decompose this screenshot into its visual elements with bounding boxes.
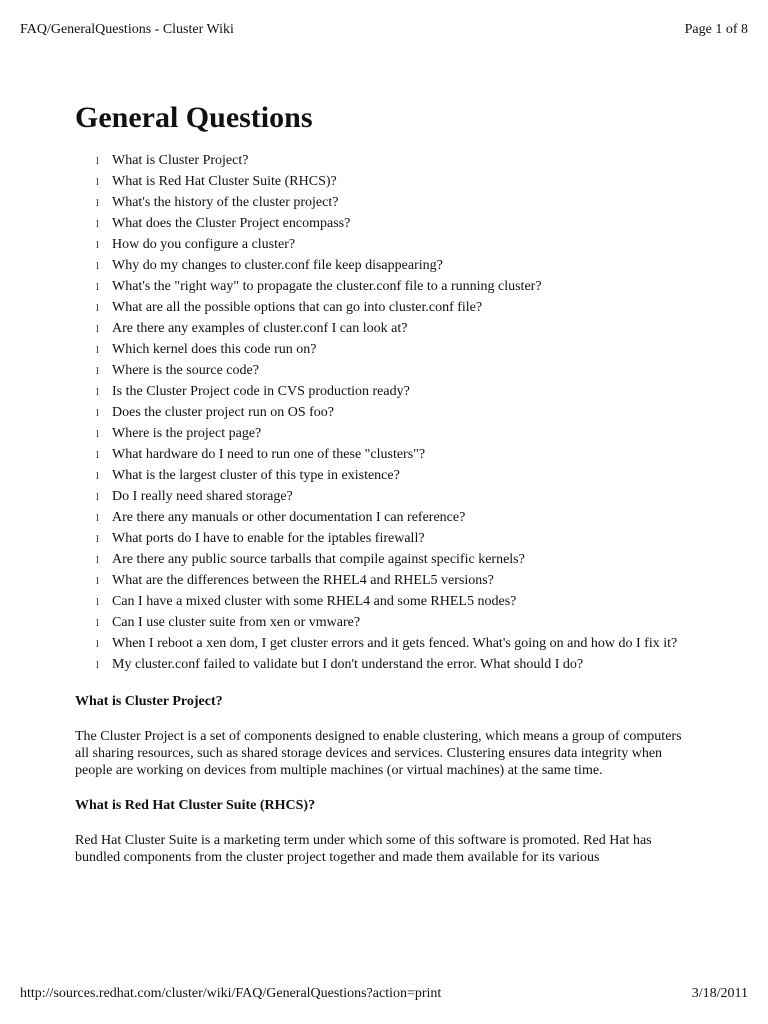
toc-link[interactable]: What is Red Hat Cluster Suite (RHCS)?: [112, 174, 337, 189]
section-body-rhcs: Red Hat Cluster Suite is a marketing term under which some of this software is promoted. Red Hat has bundled components from the cluster project together and made them available for its various: [75, 833, 652, 865]
toc-link[interactable]: When I reboot a xen dom, I get cluster errors and it gets fenced. What's going on and how do I fix it?: [112, 636, 678, 651]
toc-link[interactable]: What's the history of the cluster project?: [112, 195, 339, 210]
toc-item: [75, 654, 687, 675]
bullet-icon: l: [96, 198, 99, 209]
toc-link[interactable]: Is the Cluster Project code in CVS production ready?: [112, 384, 410, 399]
section-heading-rhcs: What is Red Hat Cluster Suite (RHCS)?: [75, 798, 316, 813]
toc-item: [75, 318, 687, 339]
bullet-icon: l: [96, 450, 99, 461]
toc-link[interactable]: Can I use cluster suite from xen or vmware?: [112, 615, 361, 630]
toc-link[interactable]: What is Cluster Project?: [112, 153, 249, 168]
toc-link[interactable]: What are the differences between the RHEL4 and RHEL5 versions?: [112, 573, 494, 588]
bullet-icon: l: [96, 429, 99, 440]
bullet-icon: l: [96, 324, 99, 335]
toc-item: [75, 528, 687, 549]
toc-item: [75, 402, 687, 423]
bullet-icon: l: [96, 261, 99, 272]
bullet-icon: l: [96, 156, 99, 167]
toc-item: [75, 444, 687, 465]
toc-link[interactable]: What's the "right way" to propagate the cluster.conf file to a running cluster?: [112, 279, 542, 294]
toc-item: [75, 570, 687, 591]
toc-link[interactable]: Why do my changes to cluster.conf file keep disappearing?: [112, 258, 443, 273]
bullet-icon: l: [96, 240, 99, 251]
table-of-contents: [75, 150, 687, 675]
bullet-icon: l: [96, 618, 99, 629]
page-header: [20, 20, 748, 40]
toc-link[interactable]: Where is the project page?: [112, 426, 262, 441]
toc-item: [75, 360, 687, 381]
page-url: http://sources.redhat.com/cluster/wiki/FAQ/GeneralQuestions?action=print: [20, 986, 442, 1001]
bullet-icon: l: [96, 660, 99, 671]
bullet-icon: l: [96, 597, 99, 608]
toc-item: [75, 255, 687, 276]
bullet-icon: l: [96, 219, 99, 230]
toc-item: [75, 633, 687, 654]
toc-link[interactable]: Do I really need shared storage?: [112, 489, 293, 504]
toc-item: [75, 381, 687, 402]
toc-link[interactable]: Which kernel does this code run on?: [112, 342, 317, 357]
bullet-icon: l: [96, 345, 99, 356]
print-date: 3/18/2011: [691, 986, 748, 1001]
toc-item: [75, 549, 687, 570]
toc-link[interactable]: How do you configure a cluster?: [112, 237, 296, 252]
bullet-icon: l: [96, 555, 99, 566]
bullet-icon: l: [96, 408, 99, 419]
section-heading-cluster-project: What is Cluster Project?: [75, 694, 223, 709]
bullet-icon: l: [96, 492, 99, 503]
toc-item: [75, 339, 687, 360]
toc-link[interactable]: What ports do I have to enable for the iptables firewall?: [112, 531, 425, 546]
toc-link[interactable]: Can I have a mixed cluster with some RHEL4 and some RHEL5 nodes?: [112, 594, 517, 609]
toc-link[interactable]: Are there any public source tarballs that compile against specific kernels?: [112, 552, 525, 567]
page-number: Page 1 of 8: [684, 22, 748, 37]
bullet-icon: l: [96, 282, 99, 293]
toc-item: [75, 276, 687, 297]
toc-item: [75, 192, 687, 213]
bullet-icon: l: [96, 639, 99, 650]
section-body-cluster-project: The Cluster Project is a set of components designed to enable clustering, which means a group of computers all sharing resources, such as shared storage devices and services. Clustering ensures data integrity when people are working on devices from multiple machines (or virtual machines) at the same time.: [75, 729, 682, 778]
bullet-icon: l: [96, 576, 99, 587]
toc-link[interactable]: What hardware do I need to run one of these "clusters"?: [112, 447, 426, 462]
page-header-title: FAQ/GeneralQuestions - Cluster Wiki: [20, 22, 234, 37]
toc-item: [75, 507, 687, 528]
toc-item: [75, 213, 687, 234]
bullet-icon: l: [96, 513, 99, 524]
toc-link[interactable]: What are all the possible options that can go into cluster.conf file?: [112, 300, 483, 315]
toc-link[interactable]: My cluster.conf failed to validate but I don't understand the error. What should I do?: [112, 657, 584, 672]
article: [75, 98, 687, 866]
toc-item: [75, 486, 687, 507]
bullet-icon: l: [96, 177, 99, 188]
toc-item: [75, 297, 687, 318]
toc-link[interactable]: Where is the source code?: [112, 363, 259, 378]
page-title: General Questions: [75, 101, 313, 134]
toc-item: [75, 171, 687, 192]
toc-link[interactable]: Are there any examples of cluster.conf I can look at?: [112, 321, 408, 336]
page-footer: [20, 984, 748, 1004]
bullet-icon: l: [96, 387, 99, 398]
bullet-icon: l: [96, 303, 99, 314]
toc-link[interactable]: Are there any manuals or other documentation I can reference?: [112, 510, 466, 525]
toc-item: [75, 612, 687, 633]
toc-link[interactable]: Does the cluster project run on OS foo?: [112, 405, 334, 420]
toc-item: [75, 234, 687, 255]
bullet-icon: l: [96, 471, 99, 482]
bullet-icon: l: [96, 534, 99, 545]
toc-item: [75, 465, 687, 486]
toc-item: [75, 423, 687, 444]
toc-item: [75, 591, 687, 612]
toc-link[interactable]: What is the largest cluster of this type in existence?: [112, 468, 400, 483]
toc-item: [75, 150, 687, 171]
toc-link[interactable]: What does the Cluster Project encompass?: [112, 216, 351, 231]
bullet-icon: l: [96, 366, 99, 377]
